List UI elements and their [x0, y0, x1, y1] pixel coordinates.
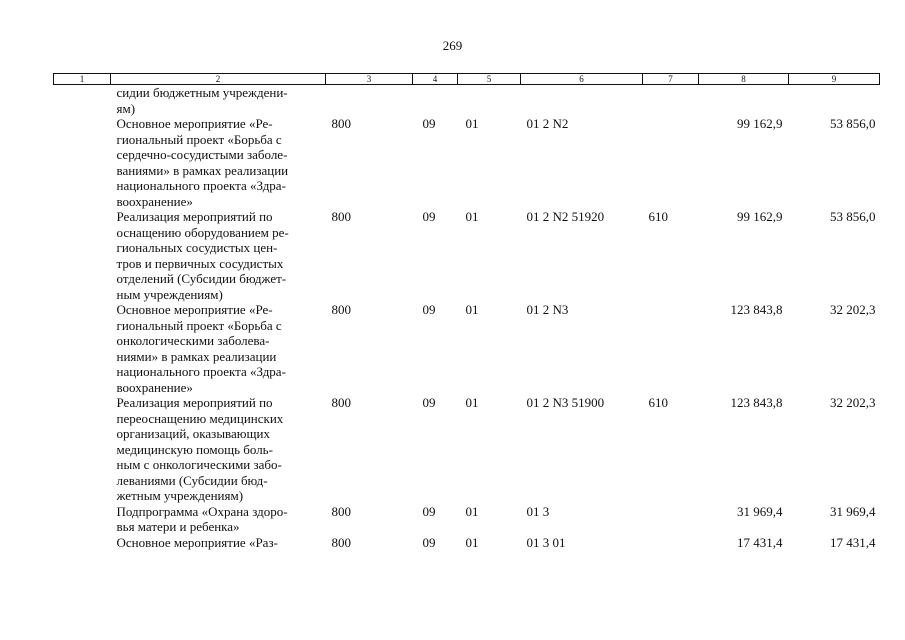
cell-col1 [54, 85, 111, 117]
table-body [54, 85, 880, 551]
header-cell-4: 4 [413, 74, 458, 85]
cell-col6: 01 3 01 [526, 534, 566, 550]
cell-col3: 800 [331, 302, 351, 317]
header-cell-7: 7 [643, 74, 699, 85]
cell-col5: 01 [465, 209, 479, 224]
cell-col8 [699, 85, 789, 117]
cell-col9: 31 969,4 [830, 503, 876, 519]
cell-col4: 09 [422, 116, 436, 131]
cell-name: Подпрограмма «Охрана здоро- вья матери и ребенка» [116, 503, 288, 534]
cell-col3: 800 [331, 116, 351, 131]
budget-table [53, 73, 880, 550]
cell-col5: 01 [465, 302, 479, 317]
table-row [54, 395, 880, 504]
cell-col9 [789, 85, 880, 117]
cell-col4: 09 [422, 534, 436, 550]
cell-name: Основное мероприятие «Раз- [116, 534, 278, 550]
cell-col7 [643, 504, 699, 535]
cell-col1 [54, 395, 111, 504]
cell-col3: 800 [331, 503, 351, 519]
header-cell-9: 9 [789, 74, 880, 85]
cell-col6: 01 2 N3 51900 [526, 395, 605, 410]
cell-col7 [643, 535, 699, 551]
cell-col7 [643, 302, 699, 395]
cell-name: сидии бюджетным учреждени- ям) [116, 85, 288, 116]
cell-col5: 01 [465, 534, 479, 550]
cell-col9: 17 431,4 [830, 534, 876, 550]
header-cell-3: 3 [326, 74, 413, 85]
cell-name: Основное мероприятие «Ре- гиональный проект «Борьба с сердечно-сосудистыми заболе- ваниями» в рамках реализации национального проекта «Здра- воохранение» [116, 116, 289, 209]
cell-col5: 01 [465, 395, 479, 410]
table-row [54, 116, 880, 209]
cell-col5: 01 [465, 116, 479, 131]
cell-col1 [54, 209, 111, 302]
cell-col5: 01 [465, 503, 479, 519]
cell-col1 [54, 504, 111, 535]
cell-col7 [643, 116, 699, 209]
cell-col4 [413, 85, 458, 117]
cell-col6: 01 2 N3 [526, 302, 569, 317]
table-row [54, 302, 880, 395]
cell-col7 [643, 85, 699, 117]
cell-col8: 123 843,8 [730, 302, 783, 317]
cell-col9: 53 856,0 [830, 116, 876, 131]
cell-col9: 32 202,3 [830, 395, 876, 410]
cell-col8: 17 431,4 [737, 534, 783, 550]
cell-col1 [54, 535, 111, 551]
table-row [54, 85, 880, 117]
cell-col6: 01 3 [526, 503, 550, 519]
cell-col3: 800 [331, 209, 351, 224]
cell-col4: 09 [422, 209, 436, 224]
cell-col6: 01 2 N2 51920 [526, 209, 605, 224]
header-cell-1: 1 [54, 74, 111, 85]
cell-col8: 99 162,9 [737, 116, 783, 131]
cell-col3: 800 [331, 534, 351, 550]
page-number: 269 [442, 38, 463, 53]
header-cell-5: 5 [458, 74, 521, 85]
cell-col3 [326, 85, 413, 117]
header-cell-8: 8 [699, 74, 789, 85]
cell-col7: 610 [648, 209, 668, 224]
cell-col1 [54, 302, 111, 395]
cell-name: Реализация мероприятий по переоснащению медицинских организаций, оказывающих медицинскую помощь боль- ным с онкологическими забо- леваниями (Субсидии бюд- жетным учреждениям) [116, 395, 284, 503]
cell-col8: 31 969,4 [737, 503, 783, 519]
cell-col9: 32 202,3 [830, 302, 876, 317]
cell-col8: 123 843,8 [730, 395, 783, 410]
cell-name: Основное мероприятие «Ре- гиональный проект «Борьба с онкологическими заболева- ниями» в рамках реализации национального проекта «Здра- воохранение» [116, 302, 286, 395]
cell-col8: 99 162,9 [737, 209, 783, 224]
cell-col4: 09 [422, 395, 436, 410]
table-row [54, 504, 880, 535]
table-header [54, 74, 880, 85]
cell-name: Реализация мероприятий по оснащению оборудованием ре- гиональных сосудистых цен- тров и первичных сосудистых отделений (Субсидии бюджет- ным учреждениям) [116, 209, 289, 302]
cell-col5 [458, 85, 521, 117]
header-row [54, 74, 880, 85]
table-row [54, 535, 880, 551]
header-cell-6: 6 [521, 74, 643, 85]
header-cell-2: 2 [111, 74, 326, 85]
cell-col3: 800 [331, 395, 351, 410]
table-row [54, 209, 880, 302]
cell-col6: 01 2 N2 [526, 116, 569, 131]
cell-col6 [521, 85, 643, 117]
cell-col1 [54, 116, 111, 209]
cell-col7: 610 [648, 395, 668, 410]
cell-col4: 09 [422, 302, 436, 317]
cell-col4: 09 [422, 503, 436, 519]
cell-col9: 53 856,0 [830, 209, 876, 224]
